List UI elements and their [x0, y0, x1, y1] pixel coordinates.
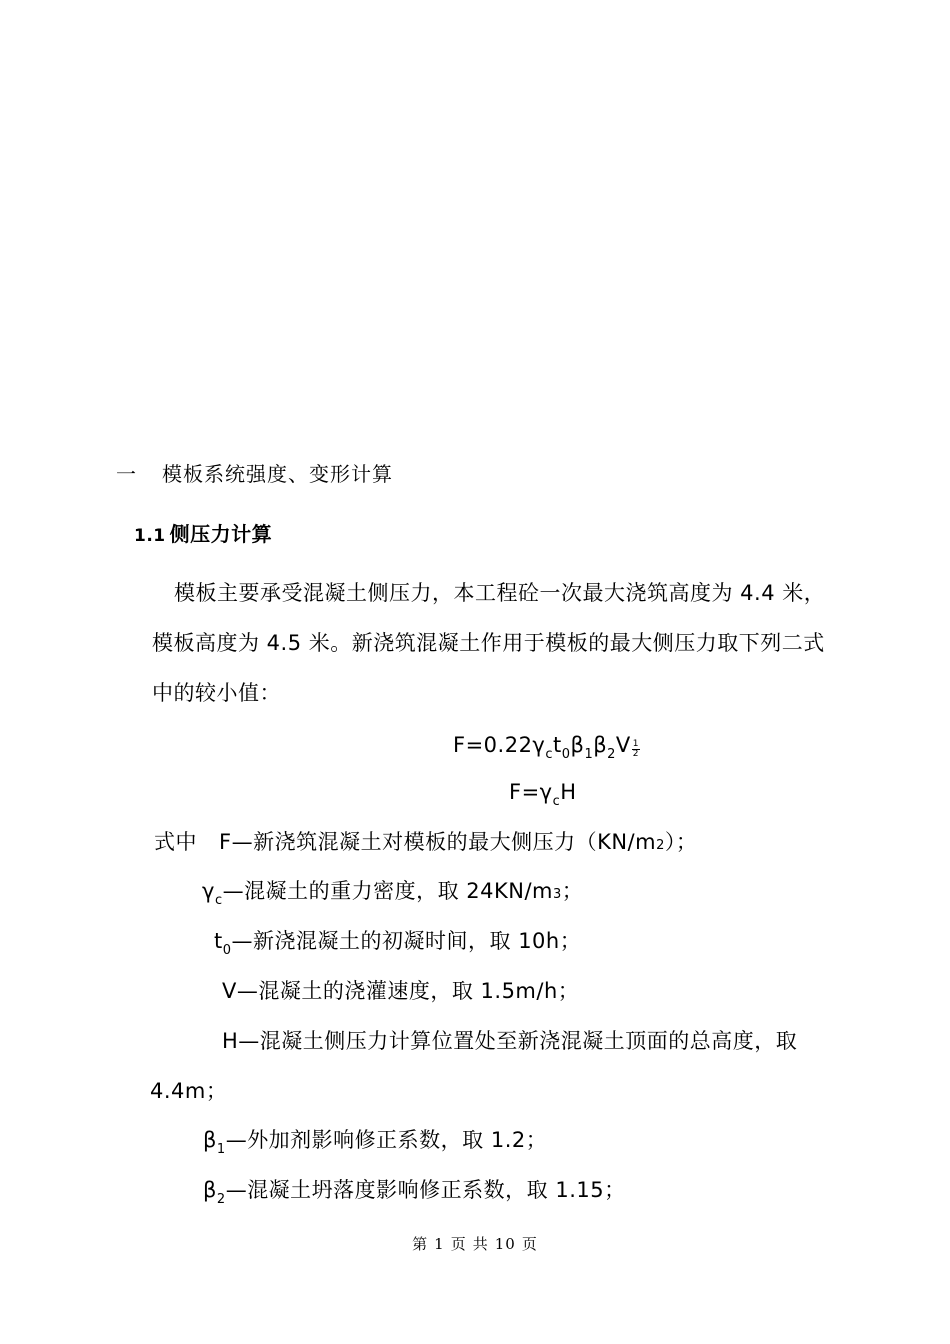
def-h-line-2: 4.4m；	[150, 1079, 228, 1103]
section-number: 一	[116, 462, 137, 486]
section-title: 模板系统强度、变形计算	[162, 462, 393, 486]
formula-1-sub-1: 1	[584, 747, 594, 762]
def-beta2-text: —混凝土坍落度影响修正系数，取 1.15；	[225, 1178, 626, 1202]
footer-ye-2: 页	[521, 1235, 538, 1253]
def-f-prefix: 式中	[154, 830, 197, 854]
def-beta1-symbol: β	[203, 1128, 217, 1152]
formula-1	[453, 733, 640, 762]
formula-1-exponent	[632, 740, 640, 759]
def-gamma	[202, 879, 584, 908]
formula-2	[509, 780, 577, 809]
formula-1-sub-2: 2	[607, 747, 616, 762]
def-beta2-sub: 2	[216, 1192, 226, 1207]
def-beta1-sub: 1	[216, 1142, 226, 1157]
def-gamma-symbol: γ	[202, 879, 215, 903]
footer-gong: 共	[472, 1235, 489, 1253]
def-f-text: F—新浇筑混凝土对模板的最大侧压力（KN/m	[219, 830, 657, 854]
footer-ye: 页	[450, 1235, 467, 1253]
subsection-number: 1.1	[134, 526, 166, 546]
def-t0-text: —新浇混凝土的初凝时间，取 10h；	[231, 929, 582, 953]
footer-di: 第	[412, 1235, 429, 1253]
def-beta2	[203, 1178, 626, 1207]
footer-current-page: 1	[434, 1235, 445, 1253]
def-beta2-symbol: β	[203, 1178, 217, 1202]
subsection-heading	[134, 524, 272, 545]
exponent-denominator: 2	[632, 749, 640, 759]
def-gamma-unit-sub: 3	[553, 887, 562, 902]
formula-2-lhs: F=γ	[509, 780, 553, 804]
subsection-title: 侧压力计算	[169, 522, 273, 546]
def-beta1-text: —外加剂影响修正系数，取 1.2；	[225, 1128, 548, 1152]
def-t0-symbol: t	[214, 929, 223, 953]
section-heading	[116, 464, 393, 484]
def-t0-sub: 0	[222, 943, 232, 958]
formula-1-sub-0: 0	[561, 747, 571, 762]
def-beta1	[203, 1128, 548, 1157]
def-gamma-text: —混凝土的重力密度，取 24KN/m	[222, 879, 554, 903]
def-gamma-tail: ；	[561, 879, 584, 903]
footer-total-pages: 10	[494, 1235, 516, 1253]
def-h-line-1: H—混凝土侧压力计算位置处至新浇混凝土顶面的总高度，取	[222, 1029, 798, 1053]
formula-1-beta-2: β	[593, 733, 608, 757]
def-gamma-sub: c	[214, 893, 223, 908]
formula-1-lhs: F=0.22γ	[453, 733, 546, 757]
intro-line-1: 模板主要承受混凝土侧压力，本工程砼一次最大浇筑高度为 4.4 米，	[174, 581, 826, 605]
formula-2-sub-c: c	[552, 794, 561, 809]
def-f-tail: ）；	[664, 830, 698, 854]
formula-1-beta-1: β	[570, 733, 585, 757]
formula-1-t: t	[553, 733, 562, 757]
exponent-numerator: 1	[632, 739, 640, 749]
def-t0	[214, 929, 582, 958]
page-footer	[0, 1233, 950, 1254]
formula-2-rhs: H	[560, 780, 577, 804]
def-f	[154, 832, 697, 853]
intro-line-3: 中的较小值：	[152, 681, 281, 705]
formula-1-sub-c: c	[545, 747, 554, 762]
def-f-unit-sub: 2	[656, 838, 665, 853]
intro-line-2: 模板高度为 4.5 米。新浇筑混凝土作用于模板的最大侧压力取下列二式	[152, 631, 825, 655]
formula-1-v: V	[615, 733, 631, 757]
def-v: V—混凝土的浇灌速度，取 1.5m/h；	[222, 979, 580, 1003]
